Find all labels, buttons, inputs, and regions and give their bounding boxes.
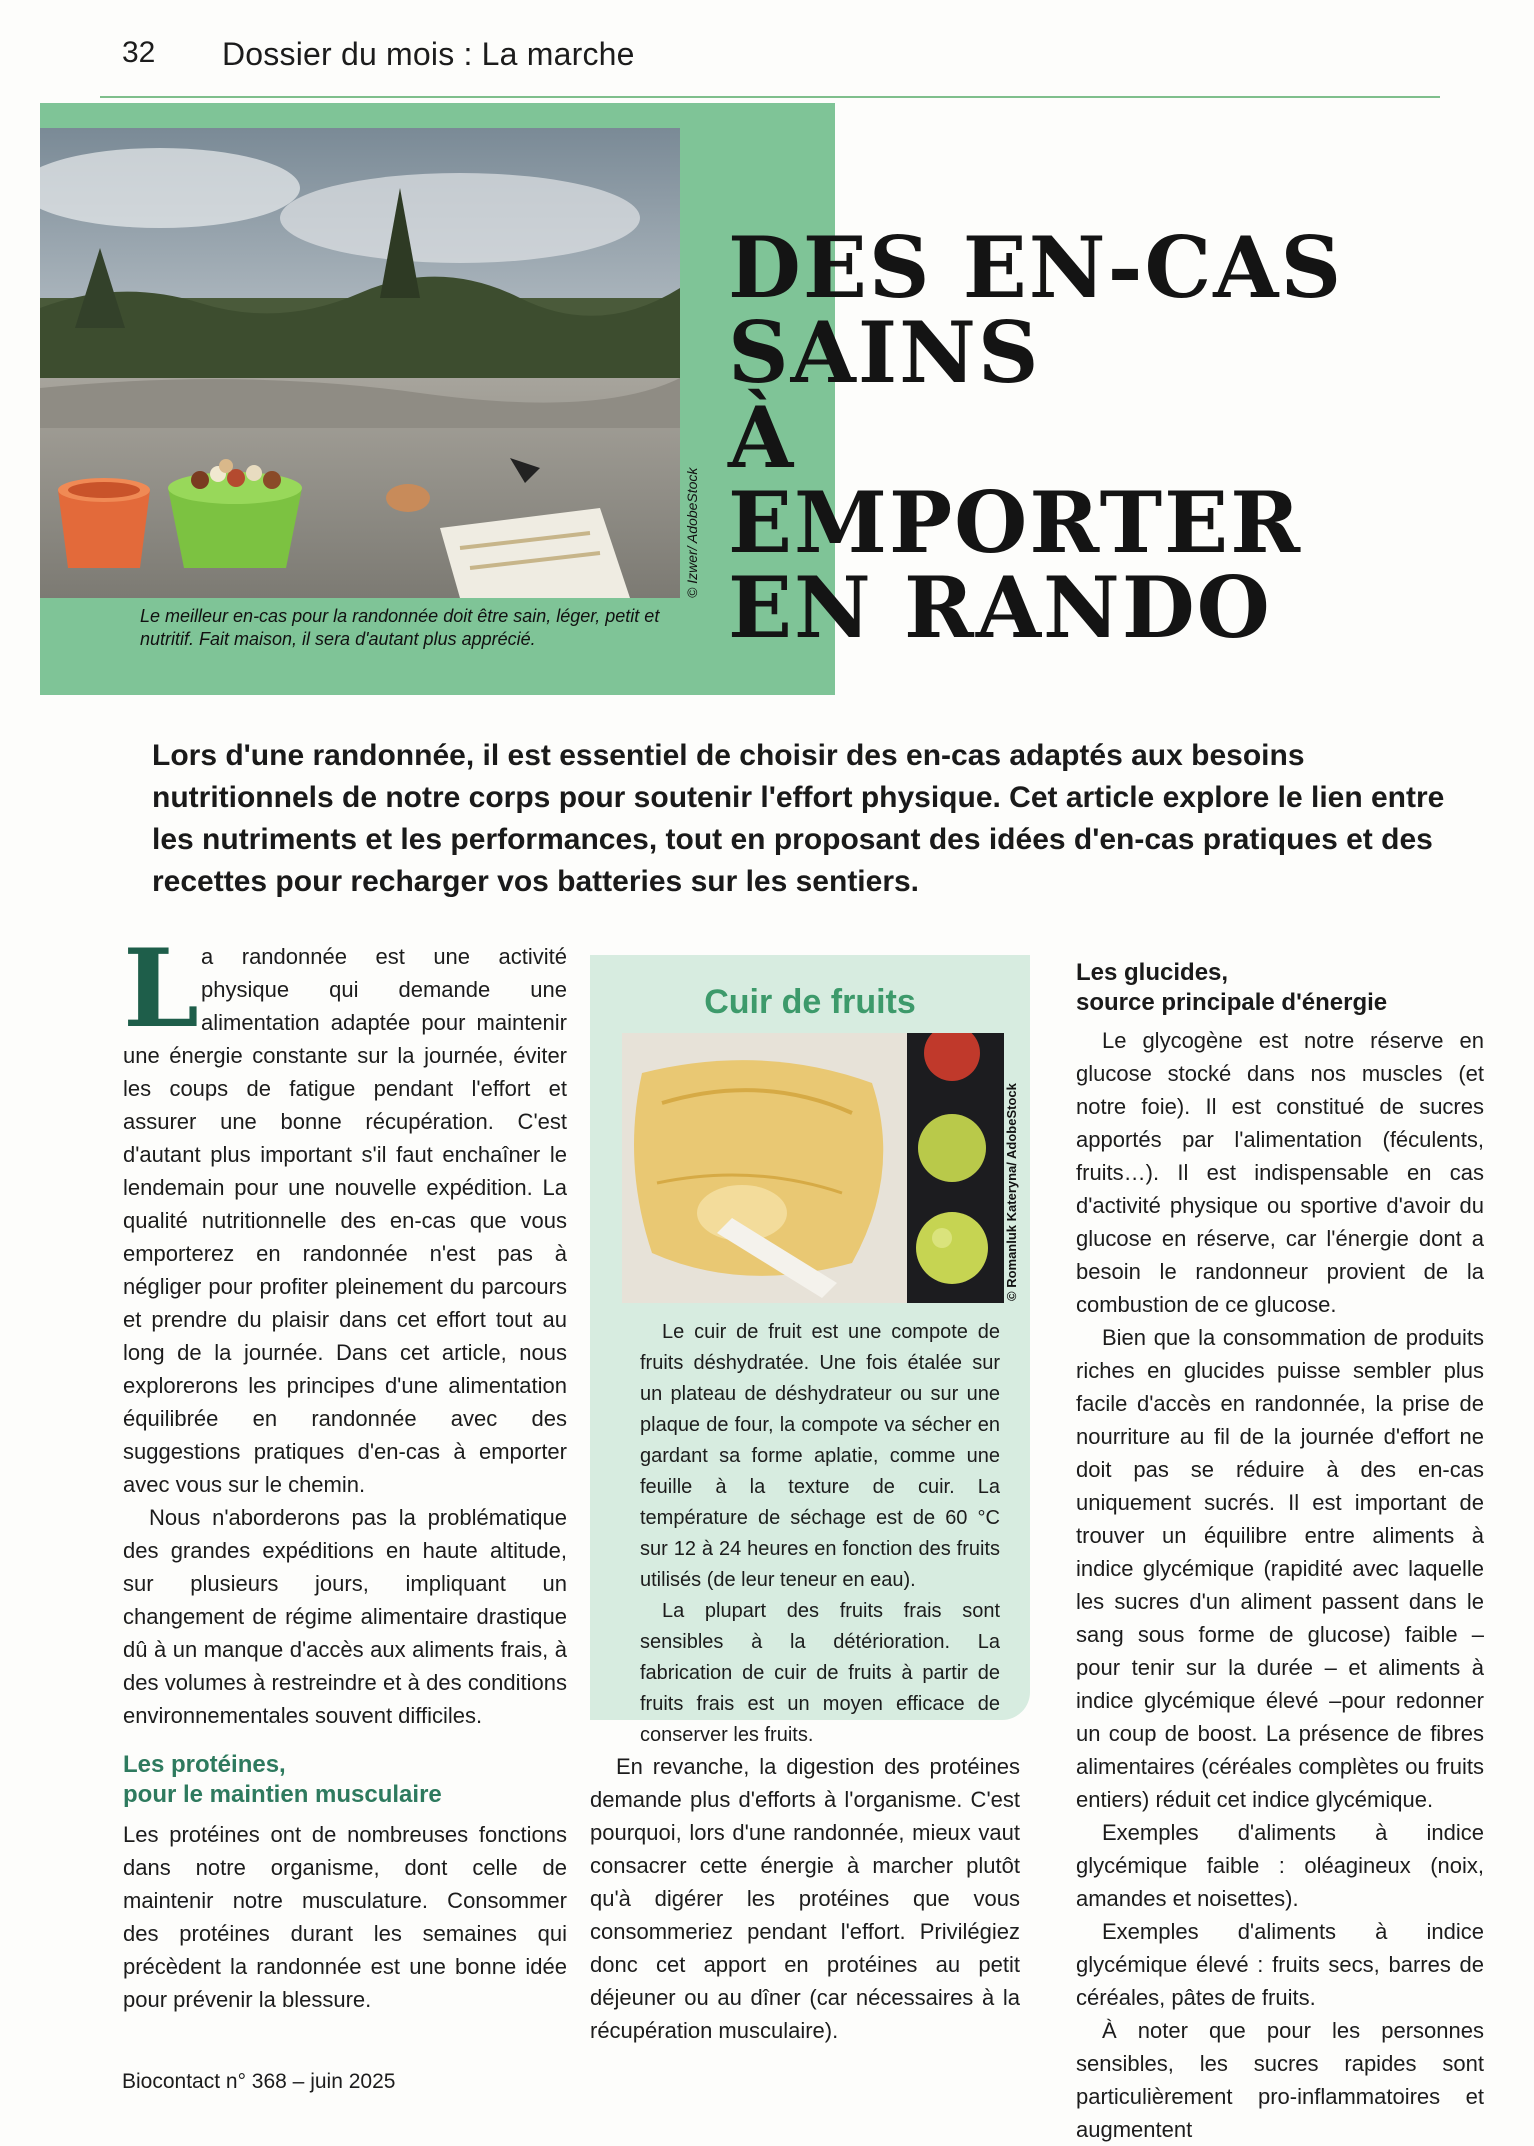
header-divider <box>100 96 1440 98</box>
right-column <box>1076 958 1484 2146</box>
intro-paragraph <box>123 926 567 1501</box>
hiking-snacks-illustration <box>40 128 680 598</box>
body-paragraph: Exemples d'aliments à indice glycémique faible : oléagineux (noix, amandes et noisettes). <box>1076 1820 1484 1911</box>
sidebar-paragraph: Le cuir de fruit est une compote de fruits déshydratée. Une fois étalée sur un plateau de déshydrateur ou sur une plaque de four, la compote va sécher en gardant sa forme aplatie, comme une feuille à la texture de cuir. La température de séchage est de 60 °C sur 12 à 24 heures en fonction des fruits utilisés (de leur teneur en eau). <box>640 1321 1000 1591</box>
title-line-3: À EMPORTER <box>728 388 1303 572</box>
subhead-proteins-line-1: Les protéines, <box>123 1751 286 1778</box>
photo-caption: Le meilleur en-cas pour la randonnée doit être sain, léger, petit et nutritif. Fait maison, il sera d'autant plus apprécié. <box>140 606 660 649</box>
photo-credit: © Izwer/ AdobeStock <box>684 467 700 598</box>
body-paragraph: Les protéines ont de nombreuses fonctions dans notre organisme, dont celle de maintenir notre musculature. Consommer des protéines durant les semaines qui précèdent la randonnée est une bonne idée pour prévenir la blessure. <box>123 1822 567 2012</box>
sidebar-title: Cuir de fruits <box>704 983 916 1021</box>
subhead-carbohydrates-line-2: source principale d'énergie <box>1076 989 1388 1016</box>
sidebar-photo-credit: © Romanluk Kateryna/ AdobeStock <box>1004 1083 1019 1301</box>
subhead-proteins-line-2: pour le maintien musculaire <box>123 1781 442 1808</box>
body-paragraph: En revanche, la digestion des protéines demande plus d'efforts à l'organisme. C'est pourquoi, lors d'une randonnée, mieux vaut consacrer cette énergie à marcher plutôt qu'à digérer les protéines que vous consommeriez pendant l'effort. Privilégiez donc cet apport en protéines au petit déjeuner ou au dîner (car nécessaires à la récupération musculaire). <box>590 1754 1020 2043</box>
subhead-proteins <box>123 1750 567 1810</box>
title-line-2: SAINS <box>728 303 1041 402</box>
page-number: 32 <box>122 36 156 69</box>
sidebar-text <box>640 1317 1000 1751</box>
sidebar-paragraph: La plupart des fruits frais sont sensibles à la détérioration. La fabrication de cuir de fruits à partir de fruits frais est un moyen efficace de conserver les fruits. <box>640 1600 1000 1746</box>
body-paragraph: Exemples d'aliments à indice glycémique élevé : fruits secs, barres de céréales, pâtes de fruits. <box>1076 1919 1484 2010</box>
title-line-4: EN RANDO <box>728 558 1272 657</box>
body-paragraph: Nous n'aborderons pas la problématique des grandes expéditions en haute altitude, sur plusieurs jours, impliquant un changement de régime alimentaire drastique dû à un manque d'accès aux aliments frais, à des volumes à restreindre et à des conditions environnementales souvent difficiles. <box>123 1505 567 1728</box>
hero-photo <box>40 128 680 598</box>
page-title <box>728 218 1388 657</box>
body-paragraph: Le glycogène est notre réserve en glucose stocké dans nos muscles (et notre foie). Il est constitué de sucres apportés par l'alimentation (féculents, fruits…). Il est indispensable en cas d'activité physique ou sportive d'avoir du glucose en réserve, car l'énergie dont a besoin le randonneur provient de la combustion de ce glucose. <box>1076 1028 1484 1317</box>
body-paragraph: Bien que la consommation de produits riches en glucides puisse sembler plus facile d'accès en randonnée, la prise de nourriture au fil de la journée d'effort ne doit pas se réduire à des en-cas uniquement sucrés. Il est important de trouver un équilibre entre aliments à indice glycémique (rapidité avec laquelle les sucres d'un aliment passent dans le sang sous forme de glucose) faible – pour tenir sur la durée – et aliments à indice glycémique élevé –pour redonner un coup de boost. La présence de fibres alimentaires (céréales complètes ou fruits entiers) réduit cet indice glycémique. <box>1076 1325 1484 1812</box>
lead-paragraph: Lors d'une randonnée, il est essentiel de choisir des en-cas adaptés aux besoins nutritionnels de notre corps pour soutenir l'effort physique. Cet article explore le lien entre les nutriments et les performances, tout en proposant des idées d'en-cas pratiques et des recettes pour recharger vos batteries sur les sentiers. <box>152 739 1445 898</box>
section-title: Dossier du mois : La marche <box>222 36 635 72</box>
title-line-1: DES EN-CAS <box>728 218 1344 317</box>
middle-column <box>590 1750 1020 2047</box>
fruit-leather-illustration <box>622 1033 1004 1303</box>
subhead-carbohydrates-line-1: Les glucides, <box>1076 959 1229 986</box>
left-column <box>123 926 567 2016</box>
footer-issue: Biocontact n° 368 – juin 2025 <box>122 2070 396 2093</box>
sidebar-photo <box>622 1033 1004 1303</box>
subhead-carbohydrates <box>1076 958 1484 1018</box>
drop-cap: L <box>123 926 199 1052</box>
sidebar-box <box>590 955 1030 1746</box>
body-paragraph: À noter que pour les personnes sensibles, les sucres rapides sont particulièrement pro-inflammatoires et augmentent <box>1076 2018 1484 2142</box>
intro-text: a randonnée est une activité physique qui demande une alimentation adaptée pour maintenir une énergie constante sur la journée, éviter les coups de fatigue pendant l'effort et assurer une bonne récupération. C'est d'autant plus important s'il faut enchaîner le lendemain pour une nouvelle expédition. La qualité nutritionnelle des en-cas que vous emporterez en randonnée n'est pas à négliger pour profiter pleinement du parcours et prendre du plaisir dans cet effort tout au long de la journée. Dans cet article, nous explorerons les principes d'une alimentation équilibrée en randonnée avec des suggestions pratiques d'en-cas à emporter avec vous sur le chemin. <box>123 944 567 1497</box>
